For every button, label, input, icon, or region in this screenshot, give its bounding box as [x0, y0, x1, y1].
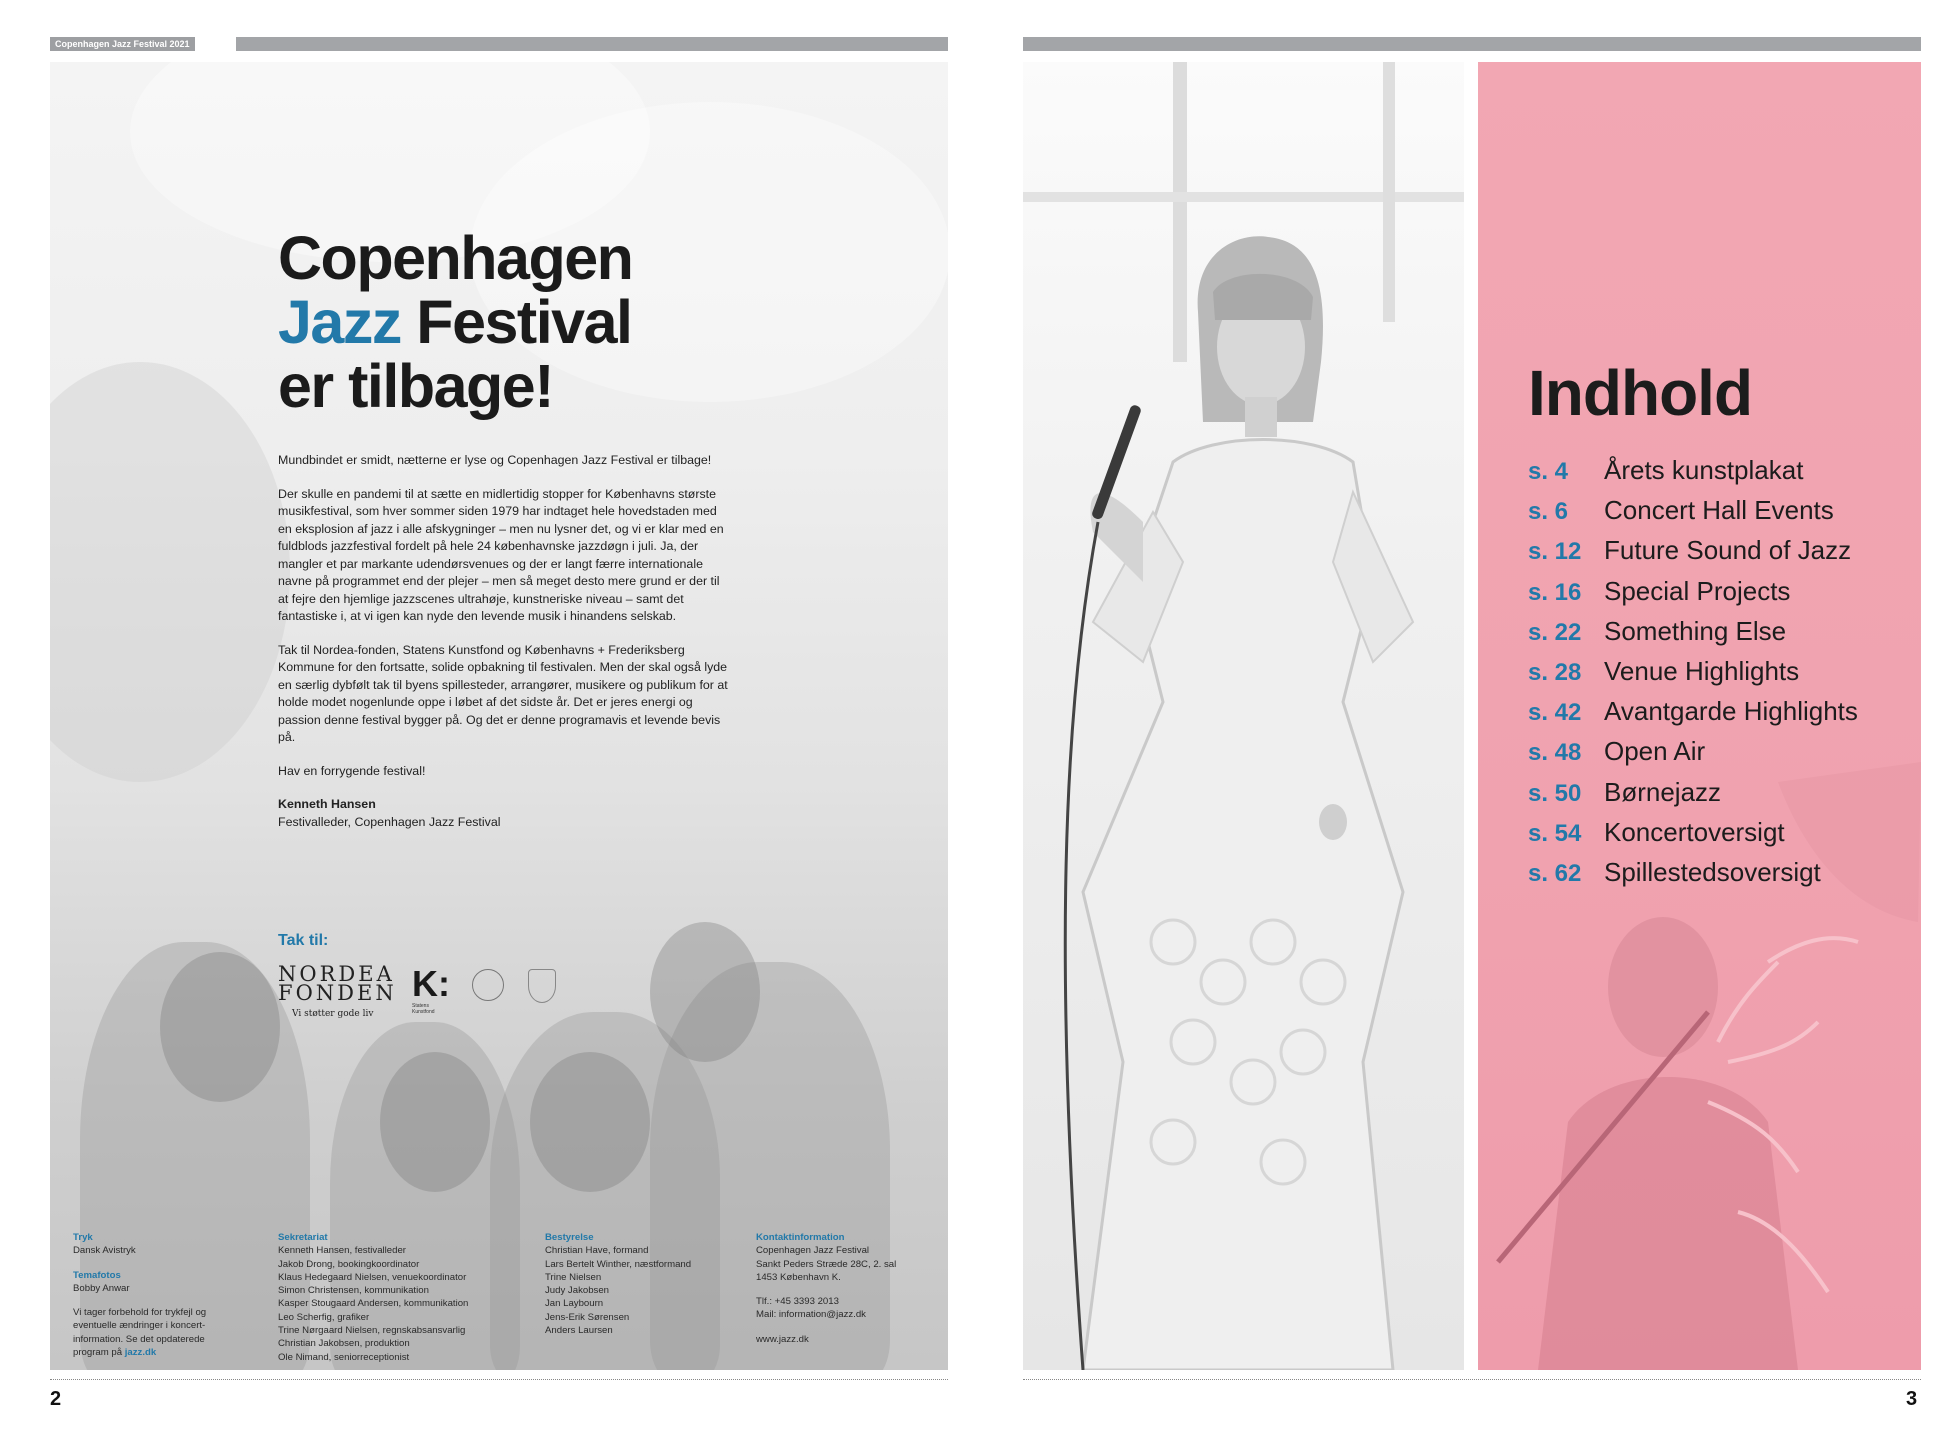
frederiksberg-crest-icon — [528, 969, 556, 1003]
contents-title: Indhold — [1528, 357, 1753, 429]
toc-item[interactable]: s. 16 Special Projects — [1528, 575, 1791, 606]
header-bar-left — [236, 37, 948, 51]
thanks-heading: Tak til: — [278, 932, 329, 949]
table-of-contents — [1528, 450, 1858, 892]
toc-item[interactable]: s. 48 Open Air — [1528, 736, 1706, 767]
header-label: Copenhagen Jazz Festival 2021 — [50, 37, 195, 51]
toc-item[interactable]: s. 28 Venue Highlights — [1528, 655, 1800, 686]
footer-col-board: Bestyrelse Christian Have, formand Lars Bertelt Winther, næstformand Trine Nielsen Judy Jakobsen Jan Laybourn Jens-Erik Sørensen Anders Laursen — [545, 1232, 692, 1337]
sponsor-logos — [278, 962, 578, 1021]
signature-role: Festivalleder, Copenhagen Jazz Festival — [278, 814, 501, 829]
singer-photo — [1023, 62, 1464, 1370]
bottom-rule-right — [1023, 1379, 1921, 1380]
toc-item[interactable]: s. 50 Børnejazz — [1528, 776, 1722, 807]
bottom-rule-left — [50, 1379, 948, 1380]
footer-col-print: Tryk Dansk Avistryk Temafotos Bobby Anwar Vi tager forbehold for trykfejl og eventuelle ændringer i koncert- information. Se det opdaterede program på jazz.dk — [73, 1232, 207, 1359]
paragraph: Tak til Nordea-fonden, Statens Kunstfond og Københavns + Frederiksberg Kommune for den fortsatte, solide opbakning til festivalen. Men der skal også lyde en særlig dybfølt tak til byens spillesteder, arrangører, musikere og publikum for at holde modet nogenlunde oppe i løbet af det sidste år. Det er jeres energi og passion denne festival bygger på. Og det er denne programavis et levende bevis på. — [278, 642, 728, 744]
nordea-fonden-logo: NORDEA FONDEN Vi støtter gode liv — [278, 962, 397, 1019]
jazz-dk-link[interactable]: jazz.dk — [124, 1347, 157, 1359]
signature-name: Kenneth Hansen — [278, 797, 376, 811]
intro-text — [278, 452, 728, 831]
contact-email[interactable]: Mail: information@jazz.dk — [756, 1309, 866, 1321]
page-number-left: 2 — [50, 1388, 62, 1410]
singer-illustration — [1023, 62, 1464, 1370]
toc-item[interactable]: s. 4 Årets kunstplakat — [1528, 455, 1804, 485]
toc-item[interactable]: s. 6 Concert Hall Events — [1528, 495, 1834, 526]
toc-item[interactable]: s. 12 Future Sound of Jazz — [1528, 535, 1852, 566]
page-number-right: 3 — [1906, 1388, 1918, 1410]
toc-item[interactable]: s. 42 Avantgarde Highlights — [1528, 696, 1858, 727]
footer-col-contact: Kontaktinformation Copenhagen Jazz Festival Sankt Peders Stræde 28C, 2. sal 1453 København K. Tlf.: +45 3393 2013 Mail: information@jazz.dk www.jazz.dk — [756, 1231, 946, 1346]
copenhagen-seal-icon — [472, 969, 504, 1001]
toc-item[interactable]: s. 54 Koncertoversigt — [1528, 816, 1785, 847]
statens-kunstfond-logo: K: — [412, 963, 450, 1004]
page-title: Copenhagen Jazz Festival er tilbage! — [278, 224, 633, 420]
statens-kunstfond-name: Statens Kunstfond — [412, 1003, 435, 1015]
toc-item[interactable]: s. 62 Spillestedsoversigt — [1528, 856, 1821, 887]
toc-item[interactable]: s. 22 Something Else — [1528, 615, 1787, 646]
footer-col-secretariat: Sekretariat Kenneth Hansen, festivalleder Jakob Drong, bookingkoordinator Klaus Hedegaard Nielsen, venuekoordinator Simon Christensen, kommunikation Kasper Stougaard Andersen, kommunikation Leo Scherfig, grafiker Trine Nørgaard Nielsen, regnskabsansvarlig Christian Jakobsen, produktion Ole Nimand, seniorreceptionist — [278, 1232, 469, 1363]
paragraph: Der skulle en pandemi til at sætte en midlertidig stopper for Københavns største musikfestival, som hver sommer siden 1979 har indtaget hele hovedstaden med en eksplosion af jazz i alle afskygninger – men nu lysner det, og vi er klar med en fuldblods jazzfestival fordelt på hele 24 københavnske jazzdøgn i juli. Ja, der mangler et par markante udendørsvenues og der er langt færre internationale navne på programmet end der plejer – men så meget desto mere grund er der til at fejre den hjemlige jazzscenes ultrahøje, kunstneriske niveau – samt det fantastiske i, at vi igen kan nyde den levende musik i hinandens selskab. — [278, 486, 724, 623]
website-link[interactable]: www.jazz.dk — [756, 1333, 809, 1345]
header-bar-right — [1023, 37, 1921, 51]
paragraph: Hav en forrygende festival! — [278, 763, 426, 778]
paragraph: Mundbindet er smidt, nætterne er lyse og Copenhagen Jazz Festival er tilbage! — [278, 453, 712, 467]
